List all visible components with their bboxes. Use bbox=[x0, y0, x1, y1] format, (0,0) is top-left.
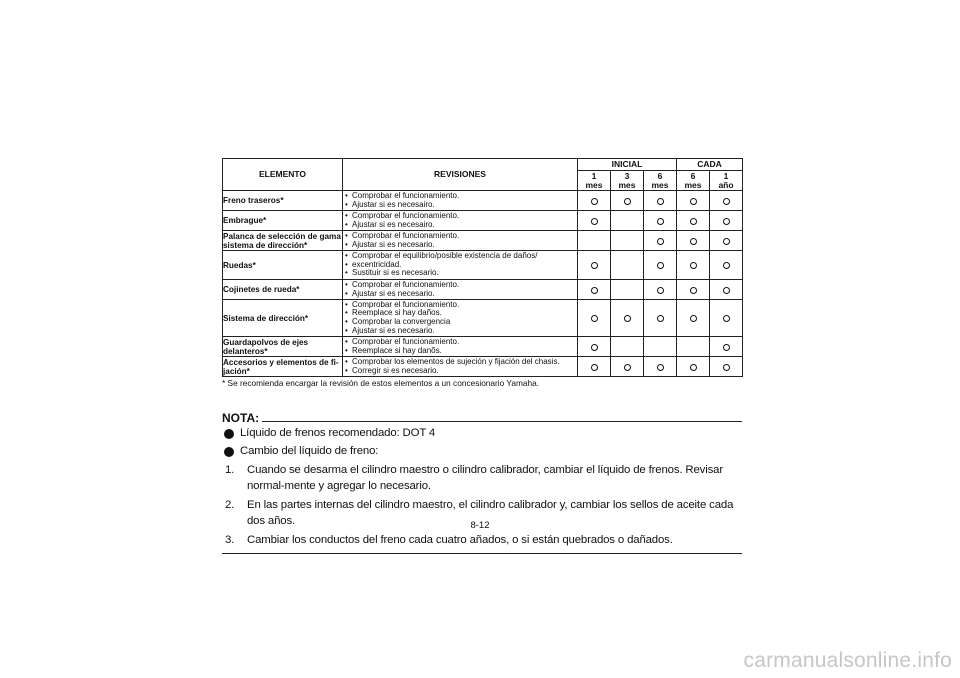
check-item: • Comprobar los elementos de sujeción y fijación del chasis. bbox=[343, 358, 577, 367]
circle-mark-icon bbox=[690, 218, 697, 225]
check-item: • Ajustar si es necesairo. bbox=[343, 221, 577, 230]
circle-mark-icon bbox=[723, 198, 730, 205]
check-item: • Ajustar si es necesario. bbox=[343, 327, 577, 336]
row-item bbox=[223, 191, 343, 211]
mark-cell bbox=[644, 337, 677, 357]
circle-mark-icon bbox=[591, 364, 598, 371]
table-row bbox=[223, 211, 743, 231]
bullet-text: Líquido de frenos recomendado: DOT 4 bbox=[240, 427, 436, 439]
header-inicial: INICIAL bbox=[578, 159, 677, 171]
row-item bbox=[223, 280, 343, 300]
check-item: • Comprobar el funcionamiento. bbox=[343, 192, 577, 201]
mark-cell bbox=[710, 251, 743, 280]
item-line: Freno traseros* bbox=[223, 196, 284, 205]
item-line: Guardapolvos de ejes bbox=[223, 337, 309, 347]
check-item: • Comprobar el funcionamiento. bbox=[343, 338, 577, 347]
check-item: • excentricidad. bbox=[343, 261, 577, 270]
circle-mark-icon bbox=[591, 262, 598, 269]
header-period-0 bbox=[578, 171, 611, 191]
nota-rule bbox=[262, 421, 742, 422]
row-checks bbox=[343, 337, 578, 357]
check-item: • Ajustar si es necesario. bbox=[343, 241, 577, 250]
row-item bbox=[223, 251, 343, 280]
item-line: delanteros* bbox=[223, 346, 268, 356]
nota-heading bbox=[222, 412, 742, 424]
mark-cell bbox=[611, 231, 644, 251]
circle-mark-icon bbox=[591, 287, 598, 294]
mark-cell bbox=[578, 251, 611, 280]
period-number: 6 bbox=[657, 170, 663, 181]
mark-cell bbox=[644, 280, 677, 300]
mark-cell bbox=[611, 211, 644, 231]
circle-mark-icon bbox=[591, 218, 598, 225]
check-item: • Reemplace si hay danõs. bbox=[343, 347, 577, 356]
mark-cell bbox=[644, 191, 677, 211]
period-unit: mes bbox=[585, 179, 603, 190]
table-row bbox=[223, 251, 743, 280]
circle-mark-icon bbox=[591, 344, 598, 351]
period-number: 3 bbox=[624, 170, 630, 181]
item-line: Cojinetes de rueda* bbox=[223, 285, 300, 294]
bullet-text: Cambio del líquido de freno: bbox=[240, 444, 379, 457]
circle-mark-icon bbox=[690, 287, 697, 294]
bullet-dot-icon bbox=[224, 429, 234, 439]
period-number: 1 bbox=[591, 170, 597, 181]
table-row bbox=[223, 337, 743, 357]
row-item bbox=[223, 211, 343, 231]
mark-cell bbox=[677, 337, 710, 357]
nota-section bbox=[222, 412, 742, 554]
nota-numbered-item bbox=[222, 533, 742, 549]
mark-cell bbox=[578, 211, 611, 231]
circle-mark-icon bbox=[624, 198, 631, 205]
mark-cell bbox=[644, 231, 677, 251]
mark-cell bbox=[710, 337, 743, 357]
mark-cell bbox=[710, 231, 743, 251]
period-unit: mes bbox=[618, 179, 636, 190]
check-item: • Comprobar el equilibrio/posible existencia de daños/ bbox=[343, 252, 577, 261]
check-item: • Sustituir si es necesario. bbox=[343, 269, 577, 278]
mark-cell bbox=[611, 191, 644, 211]
mark-cell bbox=[644, 211, 677, 231]
row-checks bbox=[343, 280, 578, 300]
circle-mark-icon bbox=[723, 262, 730, 269]
circle-mark-icon bbox=[690, 238, 697, 245]
period-number: 1 bbox=[723, 170, 729, 181]
mark-cell bbox=[677, 211, 710, 231]
circle-mark-icon bbox=[657, 238, 664, 245]
mark-cell bbox=[677, 251, 710, 280]
table-row bbox=[223, 300, 743, 337]
check-item: • Comprobar el funcionamiento. bbox=[343, 212, 577, 221]
header-cada: CADA bbox=[677, 159, 743, 171]
circle-mark-icon bbox=[624, 364, 631, 371]
circle-mark-icon bbox=[591, 315, 598, 322]
mark-cell bbox=[611, 337, 644, 357]
header-period-3 bbox=[677, 171, 710, 191]
mark-cell bbox=[710, 191, 743, 211]
circle-mark-icon bbox=[657, 262, 664, 269]
item-number: 2. bbox=[225, 499, 235, 511]
check-item: • Corregir si es necesario. bbox=[343, 367, 577, 376]
circle-mark-icon bbox=[723, 218, 730, 225]
circle-mark-icon bbox=[690, 315, 697, 322]
mark-cell bbox=[644, 300, 677, 337]
circle-mark-icon bbox=[723, 287, 730, 294]
row-checks bbox=[343, 211, 578, 231]
mark-cell bbox=[677, 300, 710, 337]
circle-mark-icon bbox=[723, 364, 730, 371]
row-checks bbox=[343, 191, 578, 211]
period-unit: mes bbox=[684, 179, 702, 190]
mark-cell bbox=[677, 191, 710, 211]
item-text: En las partes internas del cilindro maestro, el cilindro calibrador y, cambiar los sellos de aceite cada dos años. bbox=[247, 499, 734, 527]
mark-cell bbox=[611, 251, 644, 280]
bullet-dot-icon bbox=[224, 447, 234, 457]
circle-mark-icon bbox=[657, 315, 664, 322]
circle-mark-icon bbox=[657, 287, 664, 294]
mark-cell bbox=[578, 191, 611, 211]
maintenance-table-section bbox=[222, 158, 742, 388]
item-line: Accesorios y elementos de fi- bbox=[223, 357, 339, 367]
mark-cell bbox=[578, 300, 611, 337]
nota-bullet bbox=[222, 444, 742, 460]
table-footnote: * Se recomienda encargar la revisión de estos elementos a un concesionario Yamaha. bbox=[222, 378, 540, 388]
nota-label: NOTA: bbox=[222, 411, 260, 425]
watermark: carmanualsonline.info bbox=[743, 649, 952, 672]
row-checks bbox=[343, 300, 578, 337]
header-period-4 bbox=[710, 171, 743, 191]
item-line: jación* bbox=[223, 366, 250, 376]
circle-mark-icon bbox=[690, 262, 697, 269]
item-line: Ruedas* bbox=[223, 260, 256, 270]
table-row bbox=[223, 357, 743, 377]
mark-cell bbox=[677, 357, 710, 377]
row-checks bbox=[343, 251, 578, 280]
mark-cell bbox=[710, 211, 743, 231]
check-item: • Reemplace si hay daños. bbox=[343, 309, 577, 318]
row-item bbox=[223, 231, 343, 251]
nota-bullet bbox=[222, 426, 742, 442]
circle-mark-icon bbox=[591, 198, 598, 205]
item-text: Cuando se desarma el cilindro maestro o cilindro calibrador, cambiar el líquido de frenos. Revisar normal-mente y agregar lo necesario. bbox=[247, 464, 723, 492]
nota-numbered-item bbox=[222, 463, 742, 494]
circle-mark-icon bbox=[690, 198, 697, 205]
row-checks bbox=[343, 357, 578, 377]
mark-cell bbox=[644, 251, 677, 280]
header-elemento: ELEMENTO bbox=[223, 159, 343, 191]
header-period-2 bbox=[644, 171, 677, 191]
mark-cell bbox=[611, 280, 644, 300]
mark-cell bbox=[677, 280, 710, 300]
row-checks bbox=[343, 231, 578, 251]
row-item bbox=[223, 357, 343, 377]
mark-cell bbox=[710, 300, 743, 337]
period-number: 6 bbox=[690, 170, 696, 181]
table-row bbox=[223, 231, 743, 251]
mark-cell bbox=[611, 300, 644, 337]
header-revisiones: REVISIONES bbox=[343, 159, 578, 191]
circle-mark-icon bbox=[657, 218, 664, 225]
mark-cell bbox=[710, 357, 743, 377]
circle-mark-icon bbox=[723, 238, 730, 245]
circle-mark-icon bbox=[657, 364, 664, 371]
mark-cell bbox=[644, 357, 677, 377]
check-item: • Ajustar si es necesario. bbox=[343, 290, 577, 299]
mark-cell bbox=[578, 280, 611, 300]
period-unit: año bbox=[718, 179, 734, 190]
circle-mark-icon bbox=[723, 344, 730, 351]
item-text: Cambiar los conductos del freno cada cuatro añados, o si están quebrados o dañados. bbox=[247, 534, 673, 546]
header-period-1 bbox=[611, 171, 644, 191]
table-row bbox=[223, 280, 743, 300]
mark-cell bbox=[677, 231, 710, 251]
page-number: 8-12 bbox=[470, 520, 490, 531]
check-item: • Comprobar el funcionamiento. bbox=[343, 281, 577, 290]
check-item: • Comprobar el funcionamiento. bbox=[343, 232, 577, 241]
item-line: Embrague* bbox=[223, 216, 267, 225]
maintenance-table bbox=[222, 158, 743, 377]
circle-mark-icon bbox=[624, 315, 631, 322]
period-unit: mes bbox=[651, 179, 669, 190]
mark-cell bbox=[611, 357, 644, 377]
circle-mark-icon bbox=[723, 315, 730, 322]
row-item bbox=[223, 300, 343, 337]
check-item: • Comprobar la convergencia bbox=[343, 318, 577, 327]
mark-cell bbox=[578, 337, 611, 357]
mark-cell bbox=[710, 280, 743, 300]
mark-cell bbox=[578, 357, 611, 377]
circle-mark-icon bbox=[690, 364, 697, 371]
table-row bbox=[223, 191, 743, 211]
item-line: Sistema de dirección* bbox=[223, 313, 309, 323]
mark-cell bbox=[578, 231, 611, 251]
circle-mark-icon bbox=[657, 198, 664, 205]
item-line: sistema de dirección* bbox=[223, 240, 308, 250]
item-number: 1. bbox=[225, 464, 235, 476]
check-item: • Ajustar si es necesairo. bbox=[343, 201, 577, 210]
item-line: Palanca de selección de gama bbox=[223, 231, 341, 241]
nota-end-rule bbox=[222, 553, 742, 554]
check-item: • Comprobar el funcionamiento. bbox=[343, 301, 577, 310]
row-item bbox=[223, 337, 343, 357]
item-number: 3. bbox=[225, 534, 235, 546]
